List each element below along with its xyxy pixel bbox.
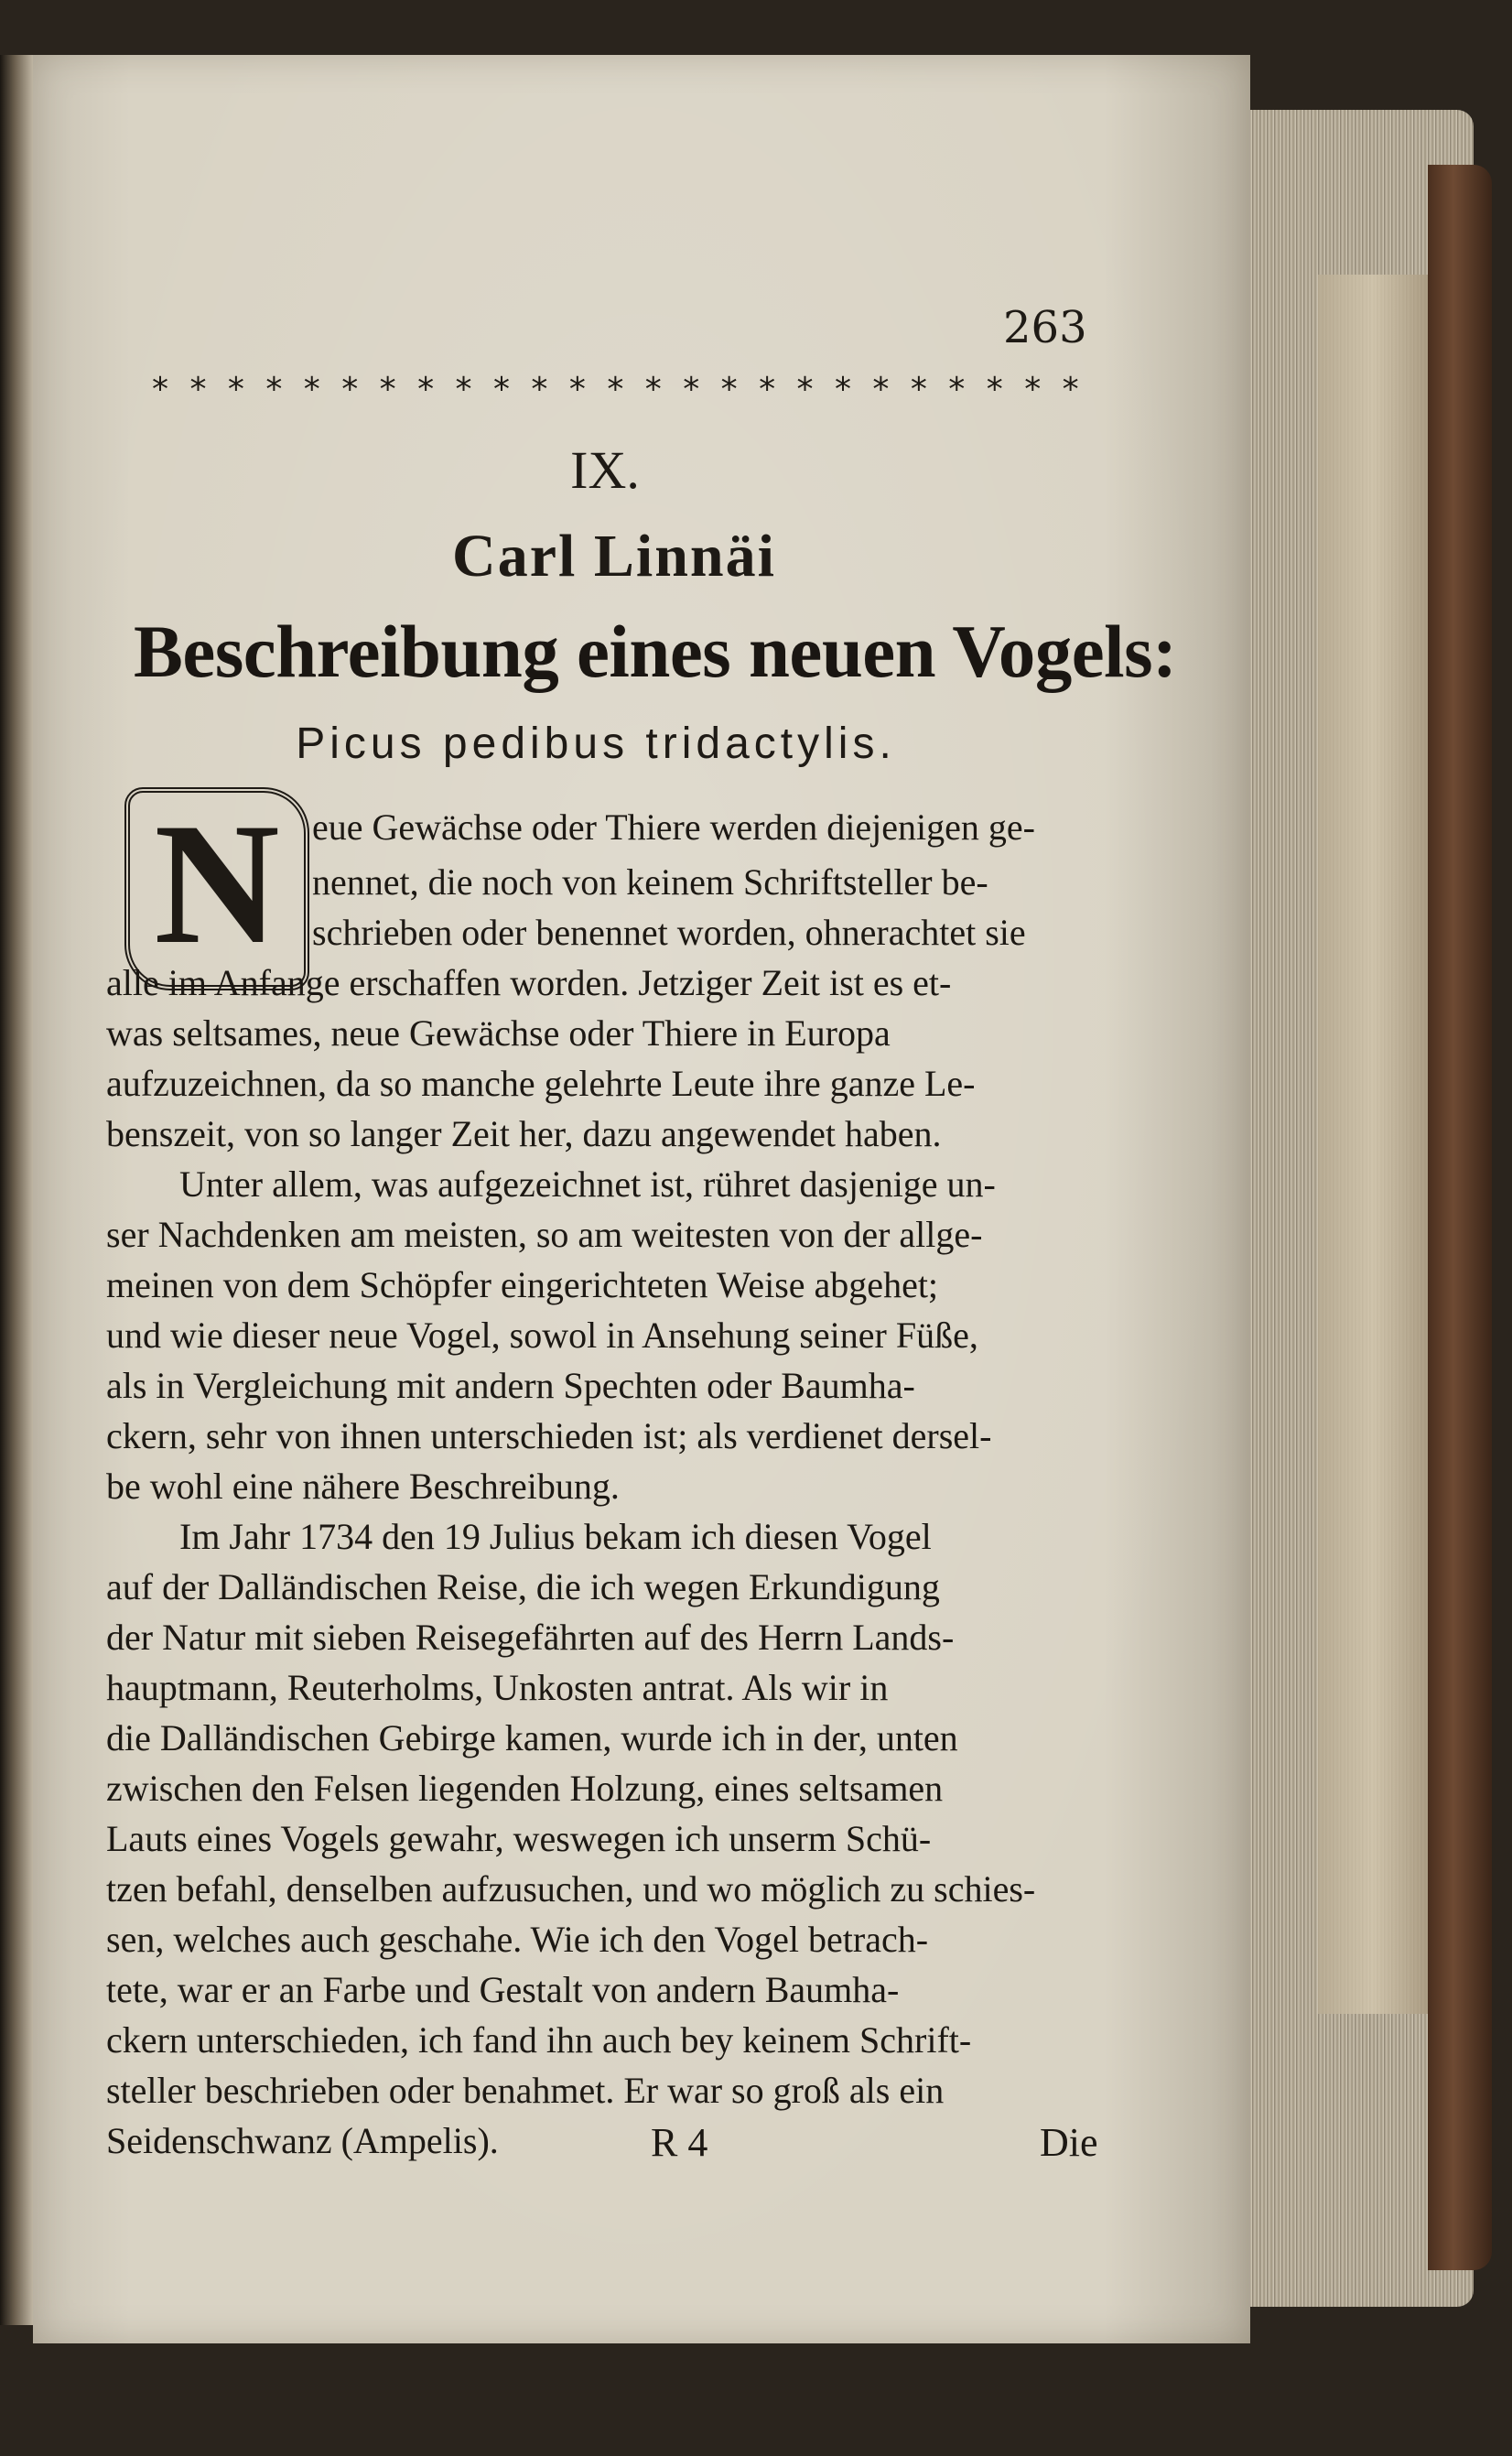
signature-mark: R 4 [651, 2120, 708, 2165]
body-line: zwischen den Felsen liegenden Holzung, eines seltsamen [106, 1768, 944, 1809]
body-line: Im Jahr 1734 den 19 Julius bekam ich diesen Vogel [179, 1516, 932, 1557]
body-line: be wohl eine nähere Beschreibung. [106, 1466, 620, 1507]
body-line: hauptmann, Reuterholms, Unkosten antrat. Als wir in [106, 1667, 889, 1708]
body-line: ckern unterschieden, ich fand ihn auch bey keinem Schrift- [106, 2019, 972, 2061]
body-line: als in Vergleichung mit andern Spechten oder Baumha- [106, 1365, 915, 1406]
body-line: alle im Anfange erschaffen worden. Jetziger Zeit ist es et- [106, 962, 952, 1003]
body-line: ser Nachdenken am meisten, so am weitesten von der allge- [106, 1214, 983, 1255]
book-page [33, 55, 1250, 2343]
body-line: tzen befahl, denselben aufzusuchen, und wo möglich zu schies- [106, 1868, 1036, 1910]
section-number: IX. [570, 440, 640, 500]
body-line: benszeit, von so langer Zeit her, dazu angewendet haben. [106, 1113, 942, 1154]
body-line: die Dalländischen Gebirge kamen, wurde ich in der, unten [106, 1717, 958, 1758]
chapter-title: Beschreibung eines neuen Vogels: [134, 610, 1177, 693]
inserted-paper-slips [1318, 275, 1428, 2014]
body-line: Seidenschwanz (Ampelis). [106, 2120, 499, 2161]
latin-subtitle: Picus pedibus tridactylis. [296, 719, 896, 768]
body-line: eue Gewächse oder Thiere werden diejenigen ge- [312, 806, 1035, 848]
page-number: 263 [1003, 302, 1087, 353]
body-line: schrieben oder benennet worden, ohnerachtet sie [312, 912, 1026, 953]
body-line: Lauts eines Vogels gewahr, weswegen ich unserm Schü- [106, 1818, 932, 1859]
body-line: sen, welches auch geschahe. Wie ich den Vogel betrach- [106, 1919, 929, 1960]
body-line: tete, war er an Farbe und Gestalt von andern Baumha- [106, 1969, 900, 2010]
ornament-rule: * * * * * * * * * * * * * * * * * * * * * * * * * [152, 371, 1085, 408]
body-line: auf der Dalländischen Reise, die ich wegen Erkundigung [106, 1566, 940, 1607]
body-line: aufzuzeichnen, da so manche gelehrte Leute ihre ganze Le- [106, 1063, 976, 1104]
body-line: Unter allem, was aufgezeichnet ist, rühret dasjenige un- [179, 1163, 996, 1205]
body-line: meinen von dem Schöpfer eingerichteten Weise abgehet; [106, 1264, 939, 1305]
body-line: ckern, sehr von ihnen unterschieden ist; als verdienet dersel- [106, 1415, 992, 1456]
body-line: nennet, die noch von keinem Schriftsteller be- [312, 861, 988, 903]
drop-cap: N [124, 787, 309, 990]
body-line: und wie dieser neue Vogel, sowol in Ansehung seiner Füße, [106, 1315, 978, 1356]
body-line: steller beschrieben oder benahmet. Er war so groß als ein [106, 2070, 945, 2111]
book-cover-edge [1428, 165, 1492, 2270]
previous-page-edge [0, 55, 37, 2325]
catchword: Die [1040, 2120, 1098, 2165]
body-line: der Natur mit sieben Reisegefährten auf des Herrn Lands- [106, 1617, 955, 1658]
author-heading: Carl Linnäi [452, 523, 776, 590]
body-line: was seltsames, neue Gewächse oder Thiere in Europa [106, 1012, 891, 1054]
